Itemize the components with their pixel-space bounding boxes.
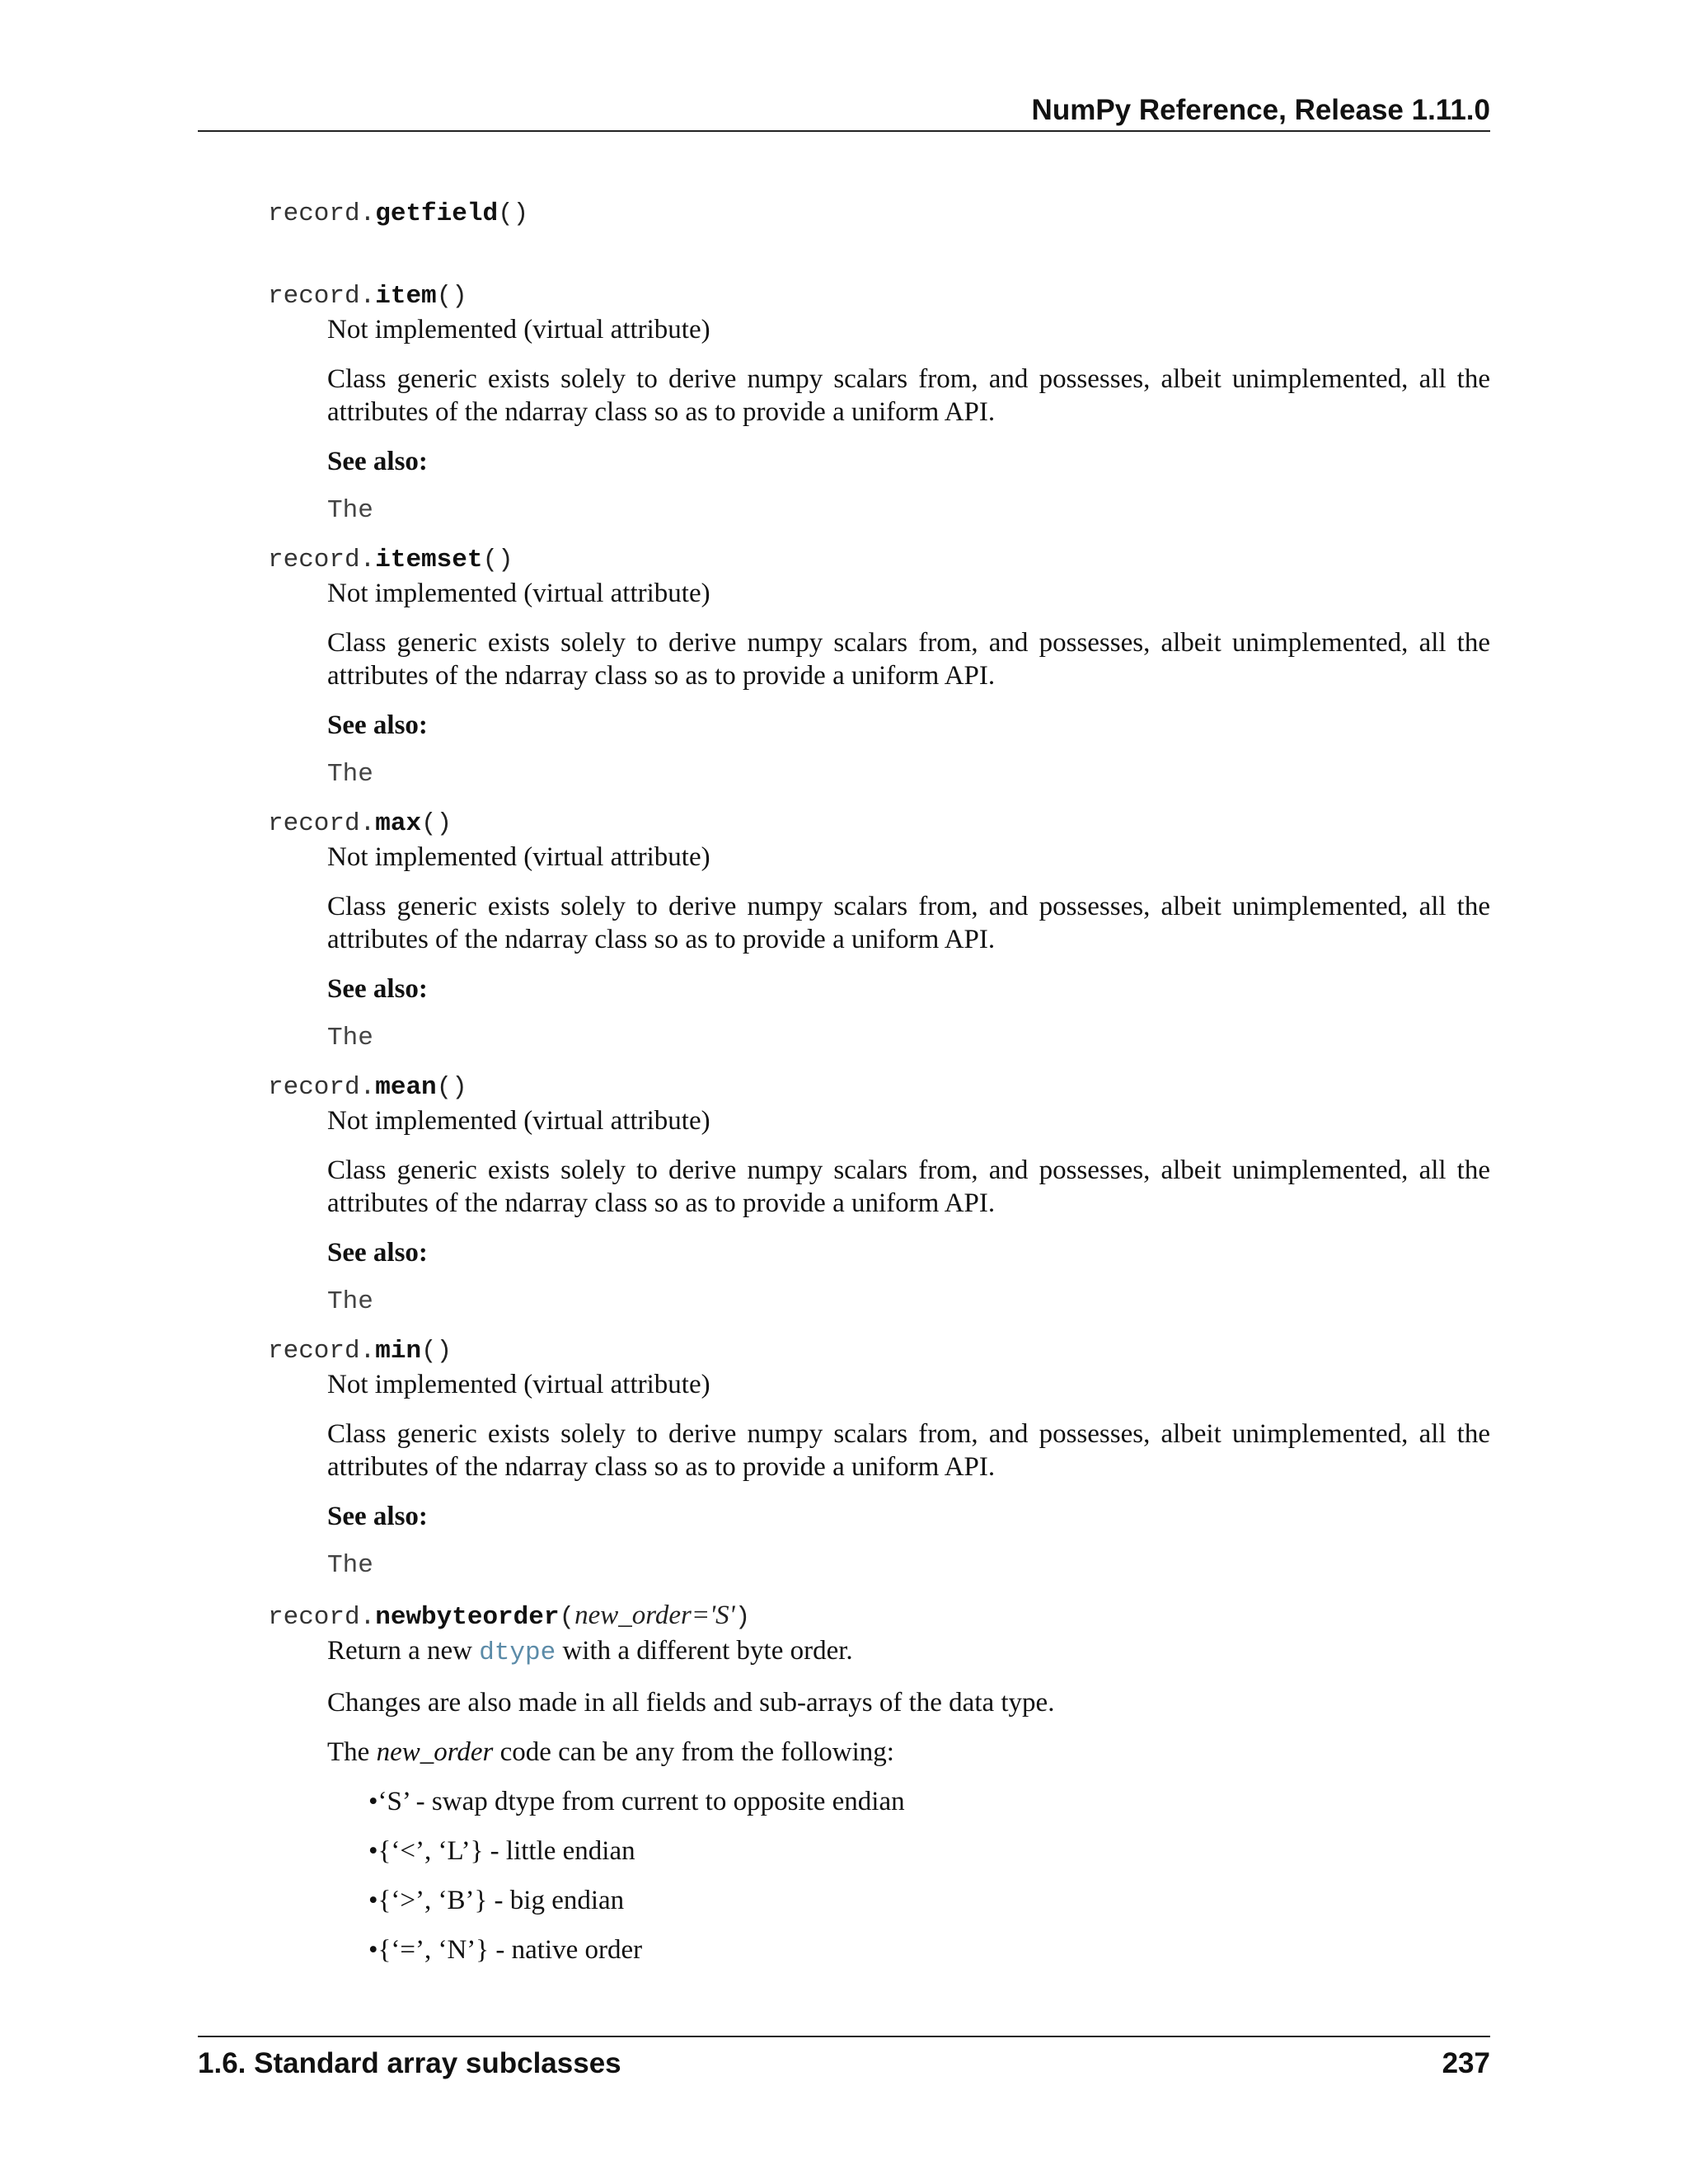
order-intro-suffix: code can be any from the following:: [493, 1737, 894, 1767]
body-text: Class generic exists solely to derive numpy scalars from, and possesses, albeit unimplemented, all the attributes of the ndarray class so as to provide a uniform API.: [327, 628, 1490, 691]
body-text: Class generic exists solely to derive numpy scalars from, and possesses, albeit unimplemented, all the attributes of the ndarray class so as to provide a uniform API.: [327, 1419, 1490, 1482]
running-footer: [198, 2036, 1490, 2082]
list-item: •‘S’ - swap dtype from current to opposite endian: [368, 1787, 905, 1816]
page-number: 237: [1442, 2047, 1490, 2079]
signature-prefix: record.: [268, 1603, 376, 1632]
signature-getfield: [268, 198, 1490, 231]
method-name: item: [375, 282, 437, 311]
description-mean: [327, 1104, 1490, 1319]
signature-prefix: record.: [268, 1337, 376, 1366]
header-title: NumPy Reference, Release 1.11.0: [1031, 94, 1490, 126]
signature-parens: (): [436, 1073, 467, 1102]
see-also-heading: See also:: [327, 974, 428, 1004]
entry-min: [268, 1335, 1490, 1582]
signature-parens: (): [482, 546, 513, 574]
order-intro-text: [327, 1736, 1490, 1769]
entry-mean: [268, 1071, 1490, 1319]
description-newbyteorder: [327, 1634, 1490, 1966]
order-intro-prefix: The: [327, 1737, 377, 1767]
parameter-new-order: new_order='S': [574, 1601, 735, 1630]
signature-itemset: [268, 544, 1490, 577]
description-itemset: [327, 577, 1490, 791]
list-item: •{‘=’, ‘N’} - native order: [368, 1935, 643, 1965]
signature-newbyteorder: [268, 1599, 1490, 1634]
signature-mean: [268, 1071, 1490, 1104]
signature-parens: (): [421, 809, 452, 838]
changes-text: Changes are also made in all fields and sub-arrays of the data type.: [327, 1688, 1055, 1718]
method-name: getfield: [375, 199, 499, 228]
method-name: itemset: [375, 546, 483, 574]
signature-parens: (): [421, 1337, 452, 1366]
footer-section: 1.6. Standard array subclasses: [198, 2047, 621, 2079]
summary-text: Not implemented (virtual attribute): [327, 315, 710, 344]
signature-prefix: record.: [268, 199, 376, 228]
see-also-text: The: [327, 1551, 373, 1580]
dtype-link[interactable]: dtype: [479, 1638, 556, 1667]
document-body: [268, 198, 1490, 1983]
signature-prefix: record.: [268, 809, 376, 838]
see-also-heading: See also:: [327, 710, 428, 740]
summary-text: Not implemented (virtual attribute): [327, 579, 710, 608]
body-text: Class generic exists solely to derive numpy scalars from, and possesses, albeit unimplemented, all the attributes of the ndarray class so as to provide a uniform API.: [327, 364, 1490, 427]
body-text: Class generic exists solely to derive numpy scalars from, and possesses, albeit unimplemented, all the attributes of the ndarray class so as to provide a uniform API.: [327, 1155, 1490, 1218]
order-intro-param: new_order: [376, 1737, 494, 1767]
signature-parens: (): [436, 282, 467, 311]
see-also-heading: See also:: [327, 1502, 428, 1531]
paren-open: (: [559, 1603, 575, 1632]
signature-prefix: record.: [268, 282, 376, 311]
method-name: mean: [375, 1073, 437, 1102]
entry-newbyteorder: [268, 1599, 1490, 1966]
order-list: [327, 1785, 1490, 1966]
see-also-text: The: [327, 496, 373, 525]
summary-text: Not implemented (virtual attribute): [327, 1106, 710, 1136]
summary-text: [327, 1634, 1490, 1670]
see-also-text: The: [327, 1287, 373, 1316]
signature-max: [268, 808, 1490, 841]
entry-max: [268, 808, 1490, 1055]
entry-itemset: [268, 544, 1490, 791]
paren-close: ): [734, 1603, 751, 1632]
signature-prefix: record.: [268, 546, 376, 574]
see-also-text: The: [327, 1024, 373, 1052]
list-item: •{‘<’, ‘L’} - little endian: [368, 1836, 635, 1866]
signature-min: [268, 1335, 1490, 1368]
signature-prefix: record.: [268, 1073, 376, 1102]
summary-text: Not implemented (virtual attribute): [327, 842, 710, 872]
description-max: [327, 841, 1490, 1055]
entry-item: [268, 280, 1490, 527]
signature-item: [268, 280, 1490, 313]
summary-suffix: with a different byte order.: [556, 1636, 853, 1666]
list-item: •{‘>’, ‘B’} - big endian: [368, 1886, 625, 1915]
summary-prefix: Return a new: [327, 1636, 480, 1666]
see-also-heading: See also:: [327, 1238, 428, 1268]
signature-parens: (): [498, 199, 529, 228]
see-also-text: The: [327, 760, 373, 789]
running-header: [198, 92, 1490, 132]
summary-text: Not implemented (virtual attribute): [327, 1370, 710, 1399]
body-text: Class generic exists solely to derive numpy scalars from, and possesses, albeit unimplemented, all the attributes of the ndarray class so as to provide a uniform API.: [327, 892, 1490, 954]
method-name: min: [375, 1337, 422, 1366]
method-name: max: [375, 809, 422, 838]
entry-getfield: [268, 198, 1490, 231]
see-also-heading: See also:: [327, 447, 428, 476]
method-name: newbyteorder: [375, 1603, 560, 1632]
description-item: [327, 313, 1490, 527]
description-min: [327, 1368, 1490, 1582]
